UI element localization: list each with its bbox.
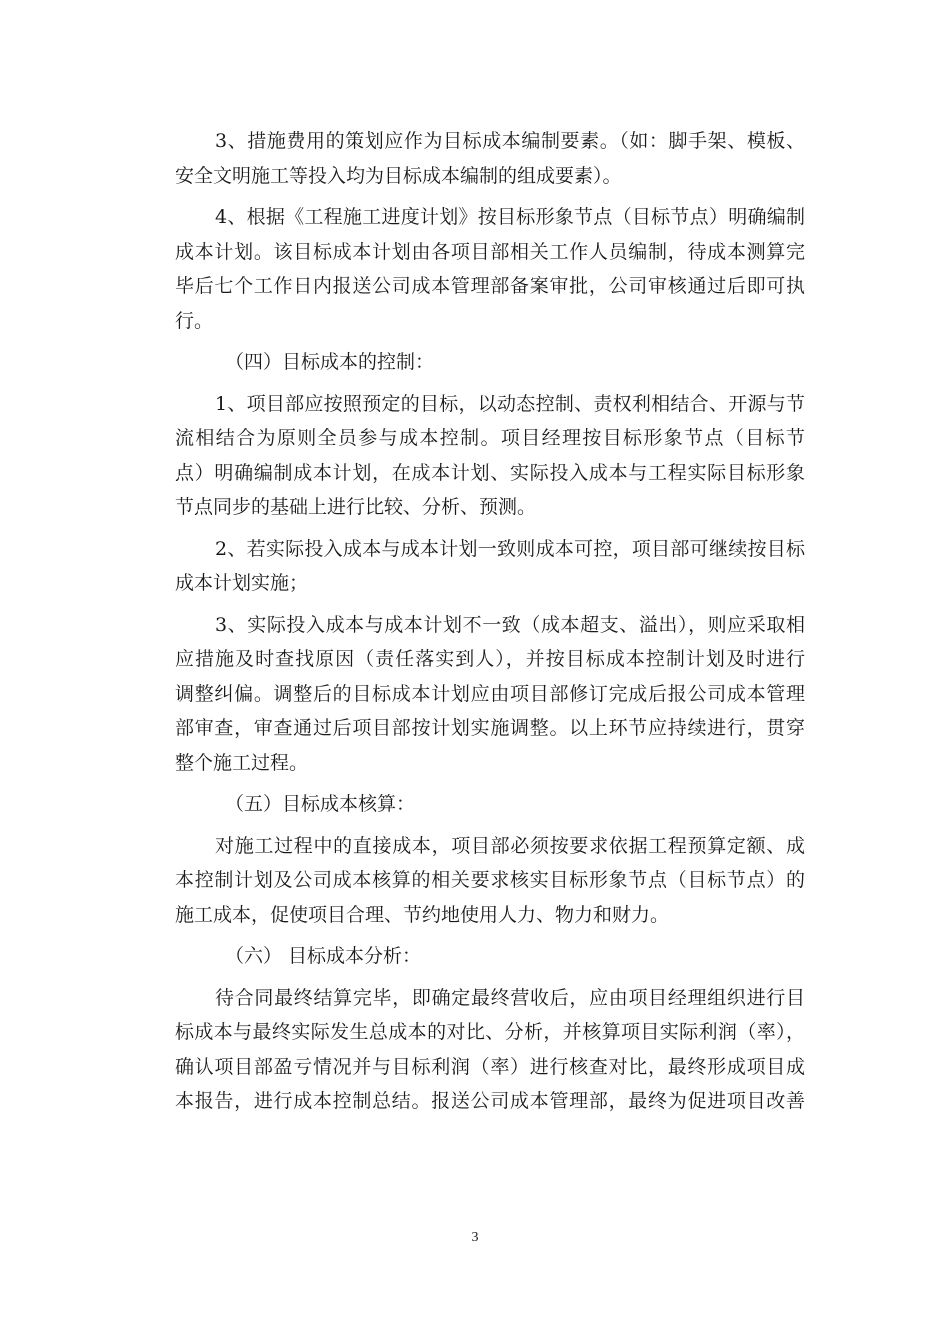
paragraph-line: 本控制计划及公司成本核算的相关要求核实目标形象节点（目标节点）的 bbox=[175, 869, 805, 891]
paragraph-line: 2、若实际投入成本与成本计划一致则成本可控，项目部可继续按目标 bbox=[215, 537, 805, 560]
paragraph-line: 应措施及时查找原因（责任落实到人），并按目标成本控制计划及时进行 bbox=[175, 648, 805, 670]
paragraph-line: 确认项目部盈亏情况并与目标利润（率）进行核查对比，最终形成项目成 bbox=[175, 1055, 805, 1078]
page-number: 3 bbox=[471, 1230, 479, 1245]
section-heading: （五）目标成本核算： bbox=[225, 793, 416, 815]
paragraph-line: 成本计划。该目标成本计划由各项目部相关工作人员编制，待成本测算完 bbox=[175, 240, 805, 263]
paragraph-line: 安全文明施工等投入均为目标成本编制的组成要素）。 bbox=[175, 164, 622, 187]
paragraph-line: 流相结合为原则全员参与成本控制。项目经理按目标形象节点（目标节 bbox=[175, 427, 805, 449]
paragraph-line: 部审查，审查通过后项目部按计划实施调整。以上环节应持续进行，贯穿 bbox=[175, 717, 805, 739]
paragraph-line: 施工成本，促使项目合理、节约地使用人力、物力和财力。 bbox=[175, 903, 670, 926]
paragraph-line: 标成本与最终实际发生总成本的对比、分析，并核算项目实际利润（率）， bbox=[175, 1021, 805, 1043]
paragraph-line: 节点同步的基础上进行比较、分析、预测。 bbox=[175, 496, 537, 518]
paragraph-line: 3、实际投入成本与成本计划不一致（成本超支、溢出），则应采取相 bbox=[215, 613, 805, 636]
paragraph-line: 整个施工过程。 bbox=[175, 751, 309, 774]
paragraph-line: 点）明确编制成本计划，在成本计划、实际投入成本与工程实际目标形象 bbox=[175, 461, 805, 484]
paragraph-line: 本报告，进行成本控制总结。报送公司成本管理部，最终为促进项目改善 bbox=[175, 1090, 805, 1112]
paragraph-line: 4、根据《工程施工进度计划》按目标形象节点（目标节点）明确编制 bbox=[215, 206, 805, 228]
section-heading: （四）目标成本的控制： bbox=[225, 351, 435, 373]
paragraph-line: 成本计划实施； bbox=[175, 572, 309, 594]
paragraph-line: 1、项目部应按照预定的目标，以动态控制、责权利相结合、开源与节 bbox=[215, 392, 805, 415]
document-body bbox=[175, 124, 805, 1119]
paragraph-line: 3、措施费用的策划应作为目标成本编制要素。（如：脚手架、模板、 bbox=[215, 130, 805, 152]
paragraph-line: 行。 bbox=[175, 309, 214, 332]
paragraph-line: 调整纠偏。调整后的目标成本计划应由项目部修订完成后报公司成本管理 bbox=[175, 682, 805, 705]
section-heading: （六） 目标成本分析： bbox=[225, 945, 422, 967]
paragraph-line: 对施工过程中的直接成本，项目部必须按要求依据工程预算定额、成 bbox=[215, 834, 805, 857]
paragraph-line: 毕后七个工作日内报送公司成本管理部备案审批，公司审核通过后即可执 bbox=[175, 275, 805, 297]
paragraph-line: 待合同最终结算完毕，即确定最终营收后，应由项目经理组织进行目 bbox=[215, 986, 805, 1009]
